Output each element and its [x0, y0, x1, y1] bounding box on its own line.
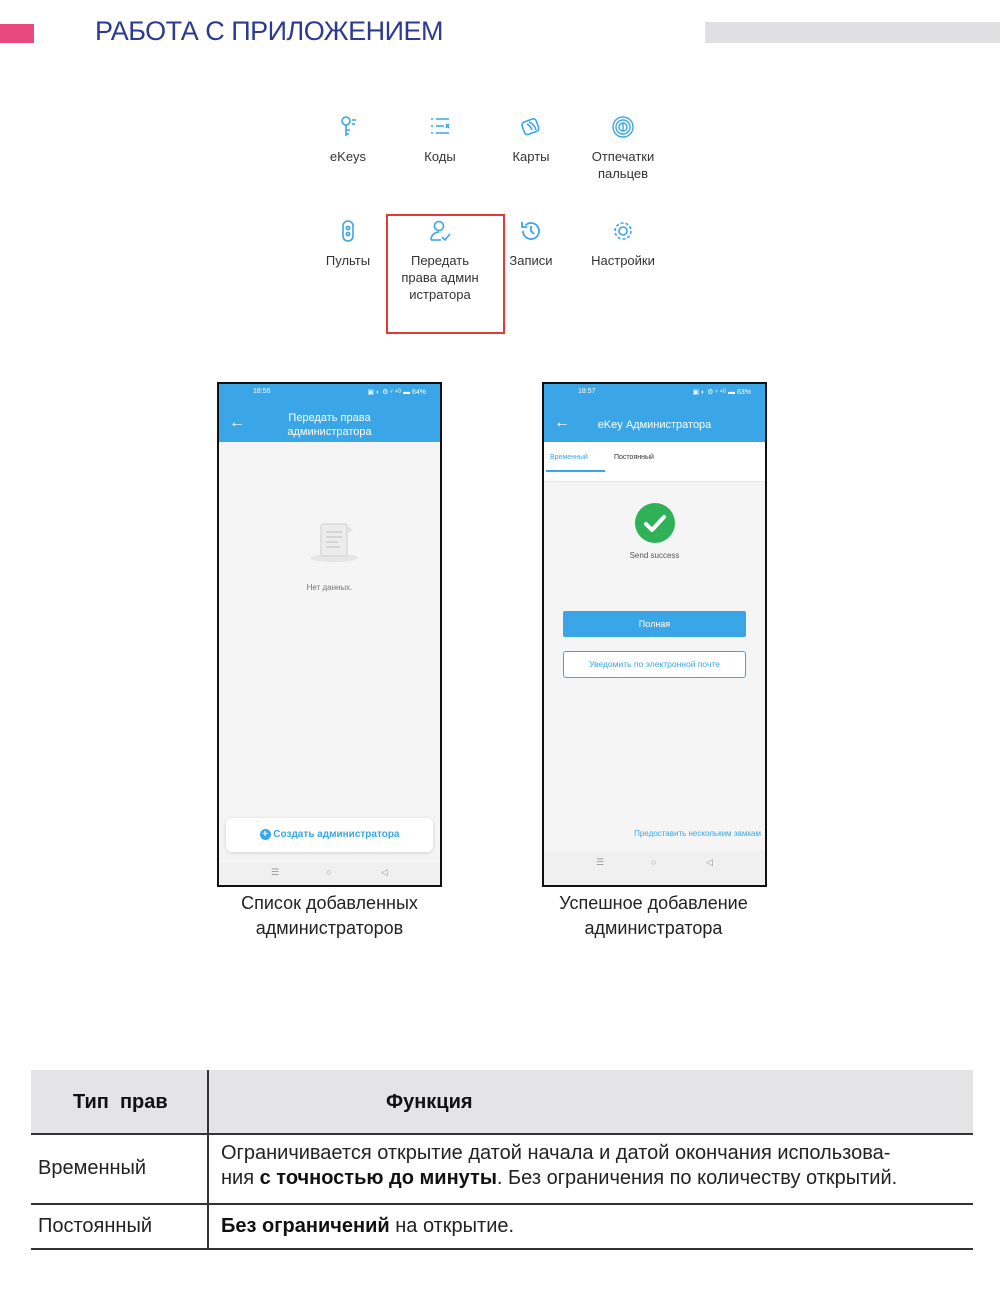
app-header: [219, 384, 440, 442]
header-decor-bar: [705, 22, 1000, 43]
caption-admin-success-line2: администратора: [584, 918, 723, 938]
back-arrow-icon[interactable]: ←: [554, 414, 570, 431]
menu-item-cards[interactable]: [481, 114, 581, 165]
table-header-type: Тип прав: [73, 1091, 168, 1113]
home-nav-icon[interactable]: ○: [326, 867, 332, 877]
fingerprint-icon: [610, 114, 636, 140]
table-header-row: [31, 1070, 973, 1134]
ekeys-icon: [335, 114, 361, 140]
back-arrow-icon[interactable]: ←: [229, 414, 245, 431]
create-admin-button[interactable]: [226, 818, 433, 852]
home-nav-icon[interactable]: ○: [651, 857, 657, 867]
function-permanent-text: на открытие.: [389, 1215, 515, 1237]
highlight-box: [386, 214, 505, 334]
function-permanent-bold: Без ограничений: [221, 1215, 390, 1237]
menu-item-ekeys[interactable]: [298, 114, 398, 165]
table-cell-function-temporary: [221, 1141, 961, 1191]
menu-item-remotes[interactable]: [298, 218, 398, 269]
menu-item-settings[interactable]: [573, 218, 673, 269]
status-icons: ▣ ◐ ⚙ ᵛ ⁴ᴳ ▬ 64%: [367, 389, 426, 396]
settings-icon: [610, 218, 636, 244]
phone-screenshot-admin-success: [542, 382, 767, 887]
table-rule-top: [31, 1133, 973, 1135]
menu-item-codes[interactable]: [390, 114, 490, 165]
function-temporary-text-b: ния: [221, 1167, 260, 1189]
email-notify-button[interactable]: Уведомить по электронной почте: [563, 651, 746, 678]
cards-icon: [518, 114, 544, 140]
caption-admin-list-line1: Список добавленных: [241, 893, 418, 913]
codes-icon: [427, 114, 453, 140]
menu-label-fingerprints: Отпечатки пальцев: [591, 149, 655, 181]
table-rule-bottom: [31, 1248, 973, 1250]
table-header-function: Функция: [386, 1091, 473, 1113]
caption-admin-list-line2: администраторов: [255, 918, 404, 938]
menu-label-cards: Карты: [512, 149, 550, 164]
empty-state-icon: [307, 518, 361, 569]
caption-admin-success-line1: Успешное добавление: [559, 893, 748, 913]
app-header: [544, 384, 765, 442]
function-temporary-line2: [221, 1166, 961, 1191]
caption-admin-success: [514, 891, 793, 941]
status-time: 18:57: [578, 388, 596, 395]
function-temporary-line1: Ограничивается открытие датой начала и датой окончания использова-: [221, 1142, 891, 1164]
table-column-divider: [207, 1070, 209, 1250]
tab-bar: [544, 442, 765, 482]
menu-label-transfer-admin: Передать права админ истратора: [401, 253, 479, 302]
tab-temporary[interactable]: Временный: [550, 454, 588, 461]
remote-icon: [335, 218, 361, 244]
menu-nav-icon[interactable]: ☰: [596, 857, 605, 867]
screen-title-line1: Передать права: [288, 412, 371, 424]
back-nav-icon[interactable]: ◁: [706, 857, 713, 867]
function-temporary-bold: с точностью до минуты: [259, 1167, 497, 1189]
success-check-icon: [635, 503, 675, 543]
screen-title-line2: администратора: [287, 426, 372, 438]
table-cell-type-permanent: Постоянный: [38, 1215, 153, 1237]
menu-label-remotes: Пульты: [325, 253, 371, 268]
empty-state-text: Нет данных.: [306, 583, 353, 592]
menu-label-codes: Коды: [424, 149, 456, 164]
create-admin-label: Создать администратора: [273, 829, 400, 840]
table-cell-type-temporary: Временный: [38, 1157, 147, 1179]
android-nav-bar: [219, 863, 440, 885]
android-nav-bar: [544, 851, 765, 885]
tab-permanent[interactable]: Постоянный: [614, 454, 654, 461]
status-icons: ▣ ◐ ⚙ ᵛ ⁴ᴳ ▬ 63%: [692, 389, 751, 396]
caption-admin-list: [190, 891, 469, 941]
success-text: Send success: [629, 551, 680, 560]
tab-temporary-underline: [546, 470, 605, 472]
menu-label-ekeys: eKeys: [329, 149, 367, 164]
history-icon: [518, 218, 544, 244]
menu-nav-icon[interactable]: ☰: [271, 867, 280, 877]
menu-label-settings: Настройки: [591, 253, 655, 268]
grant-multiple-locks-link[interactable]: Предоставить нескольким замкам: [634, 829, 761, 838]
menu-label-records: Записи: [509, 253, 553, 268]
back-nav-icon[interactable]: ◁: [381, 867, 388, 877]
page-title: РАБОТА С ПРИЛОЖЕНИЕМ: [95, 16, 444, 46]
table-rule-mid: [31, 1203, 973, 1205]
status-time: 18:56: [253, 388, 271, 395]
add-circle-icon: +: [260, 829, 271, 840]
phone-screenshot-admin-list: [217, 382, 442, 887]
menu-item-fingerprints[interactable]: [573, 114, 673, 182]
full-button[interactable]: Полная: [563, 611, 746, 637]
screen-title: eKey Администратора: [597, 419, 712, 431]
header-accent-bar: [0, 24, 34, 43]
table-cell-function-permanent: [221, 1214, 514, 1239]
function-temporary-text-c: . Без ограничения по количеству открытий.: [496, 1167, 898, 1189]
